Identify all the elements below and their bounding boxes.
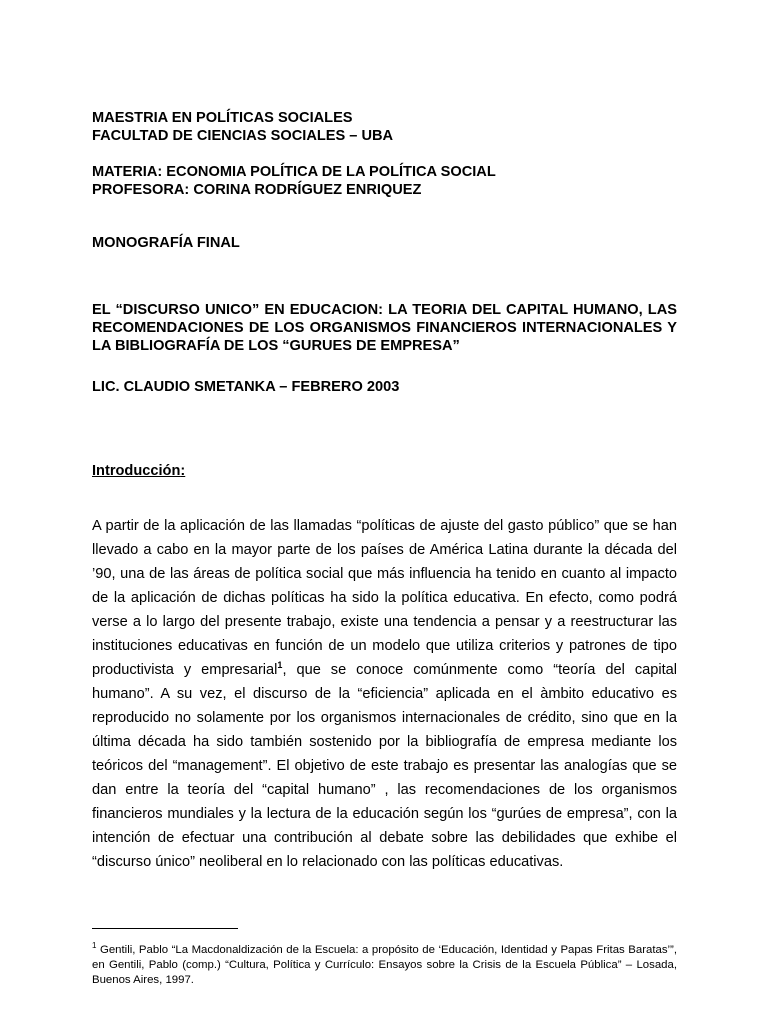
program-name: MAESTRIA EN POLÍTICAS SOCIALES [92, 110, 353, 126]
document-type: MONOGRAFÍA FINAL [92, 235, 240, 251]
section-heading-introduction [92, 462, 185, 480]
author-date: LIC. CLAUDIO SMETANKA – FEBRERO 2003 [92, 379, 400, 395]
footnote-separator [92, 928, 238, 929]
paragraph-text-part1: A partir de la aplicación de las llamadas “políticas de ajuste del gasto público” que se han llevado a cabo en la mayor parte de los países de América Latina durante la década del ’90, una de las áreas de política social que más influencia ha tenido en cuanto al impacto de la aplicación de dichas políticas ha sido la política educativa. En efecto, como podrá verse a lo largo del presente trabajo, existe una tendencia a pensar y a reestructurar las instituciones educativas en función de un modelo que utiliza criterios y patrones de tipo productivista y empresarial [92, 517, 677, 678]
paragraph-text-part2: , que se conoce comúnmente como “teoría del capital humano”. A su vez, el discurso de la “eficiencia” aplicada en el àmbito educativo es reproducido no solamente por los organismos internacionales de crédito, sino que en la última década ha sido también sostenido por la bibliografía de empresa mediante los teóricos del “management”. El objetivo de este trabajo es presentar las analogías que se dan entre la teoría del “capital humano” , las recomendaciones de los organismos financieros mundiales y la lectura de la educación según los “gurúes de empresa”, con la intención de efectuar una contribución al debate sobre las debilidades que exhibe el “discurso único” neoliberal en lo relacionado con las políticas educativas. [92, 661, 678, 870]
footnote [92, 943, 677, 987]
footnote-reference[interactable]: 1 [277, 659, 283, 670]
introduction-heading-text: Introducción [92, 462, 181, 479]
introduction-paragraph [92, 514, 677, 874]
introduction-heading-colon: : [180, 462, 186, 479]
professor-line: PROFESORA: CORINA RODRÍGUEZ ENRIQUEZ [92, 182, 422, 198]
faculty-name: FACULTAD DE CIENCIAS SOCIALES – UBA [92, 128, 394, 144]
footnote-number: 1 [92, 941, 97, 951]
footnote-text: Gentili, Pablo “La Macdonaldización de la Escuela: a propósito de ‘Educación, Identidad y Papas Fritas Baratas’”, en Gentili, Pablo (comp.) “Cultura, Política y Currículo: Ensayos sobre la Crisis de la Escuela Pública” – Losada, Buenos Aires, 1997. [92, 944, 677, 986]
subject-line: MATERIA: ECONOMIA POLÍTICA DE LA POLÍTICA SOCIAL [92, 164, 496, 180]
monograph-title: EL “DISCURSO UNICO” EN EDUCACION: LA TEORIA DEL CAPITAL HUMANO, LAS RECOMENDACIONES DE LOS ORGANISMOS FINANCIEROS INTERNACIONALES Y LA BIBLIOGRAFÍA DE LOS “GURUES DE EMPRESA” [92, 301, 677, 354]
